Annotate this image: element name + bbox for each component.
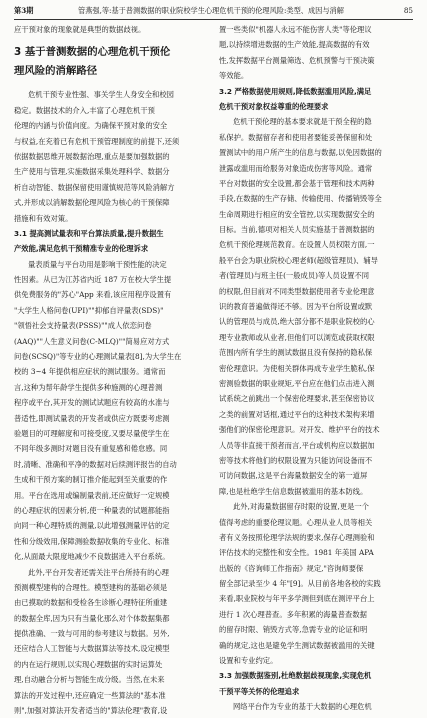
text-line: 析自动智能、数据保留使用谨慎规范等风险消解方 <box>14 182 175 192</box>
text-line: 确的规定,这也是避免学生测试数据被滥用的关键 <box>219 640 375 650</box>
text-line: 危机干预伦理的基本要求就是干预全程的隐 <box>233 117 372 127</box>
text-line: 的权限,但目前对不同类型数据使用者专业伦理意 <box>219 286 375 296</box>
text-line: 密伦理意识。为使相关群体再成专业学生脆私,保 <box>219 363 375 373</box>
text-line: 不同年级多测时对题目没有重复感和倦怠感。同 <box>14 444 168 454</box>
text-line: 置一些类似"机器人永远不能伤害人类"等伦理议 <box>219 25 372 34</box>
text-line: 的心理症状的因素分析,使一种量表的试题都能指 <box>14 505 170 515</box>
intro-line: 应干预对象的现象就是典型的数据歧视。 <box>14 25 146 34</box>
text-line: 危机干预专业性强、事关学生人身安全和校园 <box>28 90 174 100</box>
subsection-heading: 产效能,满足危机干预精准专业的伦理诉求 <box>14 244 149 254</box>
text-line: 还应结合人工智能与大数据算法等技术,设定模型 <box>14 644 170 654</box>
text-line: 稳定。数据技术的介入,丰富了心理危机干预 <box>14 105 155 115</box>
text-line: 平台对数据的安全设置,都会基于管理和技术两种 <box>219 178 375 188</box>
text-line: 泄露或滥用而给服务对象造成伤害等风险。通常 <box>219 163 373 173</box>
text-line: 理,自动融合分析与智能生成分级。当然,在未来 <box>14 675 165 685</box>
text-line: 问卷(SCSQ)"等专业的心理测试量表[8],为大学生在 <box>14 352 182 362</box>
text-line: 化,从面最大限度地减少不良数据进入平台系统。 <box>14 552 170 562</box>
text-line: 值得考虑的重要伦理议题。心理从业人员等相关 <box>219 517 373 527</box>
text-line: 生产使用与管理,实施数据采集处理科学、数据分 <box>14 167 170 177</box>
text-line: 性因素。从已为江苏省内近 187 万在校大学生提 <box>14 275 172 285</box>
text-line: 理专业教师或从业者,但他们可以浏览或获取权限 <box>219 332 375 342</box>
text-line: 则",加强对算法开发者适当的"算法伦理"教育,设 <box>14 706 168 716</box>
section-heading: 理风险的消解路径 <box>14 65 98 78</box>
issue-label: 第3期 <box>14 6 34 15</box>
text-line: 置测试中的用户所产生的信息与数据,以免因数据的 <box>219 148 382 158</box>
paragraph <box>219 114 415 668</box>
text-line: 试系统之前跳出一个保密伦理要求,甚至保密协议 <box>219 394 375 404</box>
text-line: 的数据全库,因为只有当量化那么对个体数据集都 <box>14 613 170 623</box>
text-line: 设置和专业约定。 <box>219 656 278 666</box>
text-line: 识的教育普遍做得还不够。因为平台所设置或默 <box>219 302 373 312</box>
text-line: (AAQ)""人生意义问卷(C-MLQ)""简易应对方式 <box>14 336 170 346</box>
text-line: 向同一种心理特质的测量,以此增强测量评估的定 <box>14 521 170 531</box>
text-line: 认的管理员与成员,绝大部分都不是职业院校的心 <box>219 317 375 327</box>
text-line: 验题目的可理解度和可接受度,又要尽量使学生在 <box>14 428 170 438</box>
paragraph <box>14 257 210 718</box>
text-line: 出版的《咨询师工作指南》规定,"咨询师要保 <box>219 563 364 573</box>
text-line: 量表质量与平台功用是影响干预性能的决定 <box>28 259 167 269</box>
text-line: 由已摸取的数据和受检各生诊断心理特征所重建 <box>14 598 168 608</box>
paragraph <box>219 22 415 84</box>
text-line: 此外,对海量数据留存时限的设置,更是一个 <box>233 502 369 512</box>
text-line: 提供准确、一致与可用的参考建议与数据。另外, <box>14 629 170 639</box>
text-line: 强他们的保密伦理意识。对开发、维护平台的技术 <box>219 425 380 435</box>
text-line: "领悟社会支持量表(PSSS)""成人依恋问卷 <box>14 321 152 331</box>
paragraph <box>219 699 415 714</box>
text-line: 评估技术的完整性和安全性。1981 年美国 APA <box>219 548 374 558</box>
right-column <box>219 22 415 715</box>
text-line: 之类的前置对话框,通过平台的这种技术架构来增 <box>219 409 375 419</box>
text-line: 密等技术将他们的权限设置为只能访问设备而不 <box>219 455 373 465</box>
text-line: 普适性,即测试量表的开发者或供应方既要考虑测 <box>14 413 170 423</box>
left-column <box>14 22 210 718</box>
subsection-heading: 危机干预对象权益尊重的伦理要求 <box>219 101 329 111</box>
text-line: 进行 1 次心理普查。多年积累的海量普查数据 <box>219 609 367 619</box>
subsection-heading: 3.1 提高测试量表和平台算法质量,提升数据生 <box>14 228 164 238</box>
text-line: 措施和有效对策。 <box>14 213 73 223</box>
text-line: 预测模型建构的合理性。模型建构的基础必须是 <box>14 582 168 592</box>
paragraph <box>14 87 210 226</box>
text-line: 私保护。数据留存者和使用者要能妥善保留和处 <box>219 132 373 142</box>
text-line: 题,以持续增进数据的生产效能,提高数据的有效 <box>219 40 370 50</box>
text-line: 供免费服务的"苏心"App 来看,该应用程序设置有 <box>14 290 172 300</box>
text-line: 留全部记录至少 4 年"[9]。从目前各地各校的实践 <box>219 579 381 589</box>
text-line: 人员等非直接干预者而言,平台或机构应以数据加 <box>219 440 375 450</box>
text-line: 此外,平台开发者还需关注平台所持有的心理 <box>28 567 169 577</box>
text-line: 用。平台在选用或编制量表前,还应做好一定规模 <box>14 490 170 500</box>
text-line: 来看,职业院校与年平多学测但到底在测评平台上 <box>219 594 375 604</box>
text-line: 者(管理员)与班主任(一般成员)等人员设置不同 <box>219 271 370 281</box>
text-line: 言,这种为帮年龄学生提供多种施测的心理普测 <box>14 382 163 392</box>
text-line: 手段,在数据的生产存储、传输使用、传播销毁等全 <box>219 194 382 204</box>
subsection-heading: 3.2 严格数据使用规则,降低数据滥用风险,满足 <box>219 86 372 96</box>
text-line: 目标。当前,德项对相关人员实施基于普测数据的 <box>219 225 375 235</box>
text-line: 网络平台作为专业的基于大数据的心理危机 <box>233 702 372 712</box>
text-line: 式,并形成以消解数据伦理风险为核心的干预保障 <box>14 198 170 208</box>
text-line: 者有义务按照伦理学法规的要求,保存心理测验和 <box>219 532 375 542</box>
text-line: 程序或平台,其开发的测试试题应有较高的水准与 <box>14 398 170 408</box>
text-line: 生成和干预方案的制订推介能起到至关重要的作 <box>14 475 168 485</box>
text-line: 伦理的内涵与价值向度。为确保平预对象的安全 <box>14 121 168 131</box>
text-line: 危机干预伦理规范教育。在设置人员权限方面,一 <box>219 240 375 250</box>
running-header <box>14 4 413 20</box>
text-line: 算法的开发过程中,还应确定一些算法的"基本准 <box>14 690 166 700</box>
text-line: 范围内所有学生的测试数据且没有保持的隐私保 <box>219 348 373 358</box>
page-number: 85 <box>403 6 413 15</box>
text-line: 性,发挥数据平台测量筛选、危机预警与干预决策 <box>219 55 375 65</box>
text-line: 障,也是杜绝学生信息数据被滥用的基本防线。 <box>219 486 368 496</box>
text-line: 性和分级效用,保障测验数据收集的专业化、标准 <box>14 536 170 546</box>
text-line: 的留存时限、销毁方式等,急需专业的论证和明 <box>219 625 368 635</box>
text-line: 的内在运行规则,以实现心理数据的实时运算处 <box>14 659 163 669</box>
text-line: 与权益,在充着已有危机干预管理制度的前提下,还须 <box>14 136 180 146</box>
text-line: 般平台会为职业院校心理老师(超级管理员)、辅导 <box>219 255 378 265</box>
subsection-heading: 干预平等关怀的伦理追求 <box>219 686 300 696</box>
text-line: 校的 3~4 年提供相应症状的测试服务。通常而 <box>14 367 166 377</box>
running-title: 管燕强,等:基于普测数据的职业院校学生心理危机干预的伦理风险:类型、成因与消解 <box>78 6 344 15</box>
text-line: 生命周期进行相应的安全管控,以实现数据安全的 <box>219 209 375 219</box>
text-line: "大学生人格问卷(UPI)""抑郁自评量表(SDS)" <box>14 305 164 315</box>
subsection-heading: 3.3 加强数据鉴别,杜绝数据歧视现象,实现危机 <box>219 671 372 681</box>
text-line: 等效能。 <box>219 71 249 81</box>
text-line: 密测验数据的职业规矩,平台应在他们点击进入测 <box>219 378 375 388</box>
text-line: 时,清晰、准确和平净的数据对后续测评报告的自动 <box>14 459 177 469</box>
text-line: 可访问数据,这是平台海量数据安全的第一道屏 <box>219 471 368 481</box>
text-line: 依据数据思维开展数据治理,重点是要加强数据的 <box>14 151 170 161</box>
section-heading: 3 基于普测数据的心理危机干预伦 <box>14 46 171 59</box>
